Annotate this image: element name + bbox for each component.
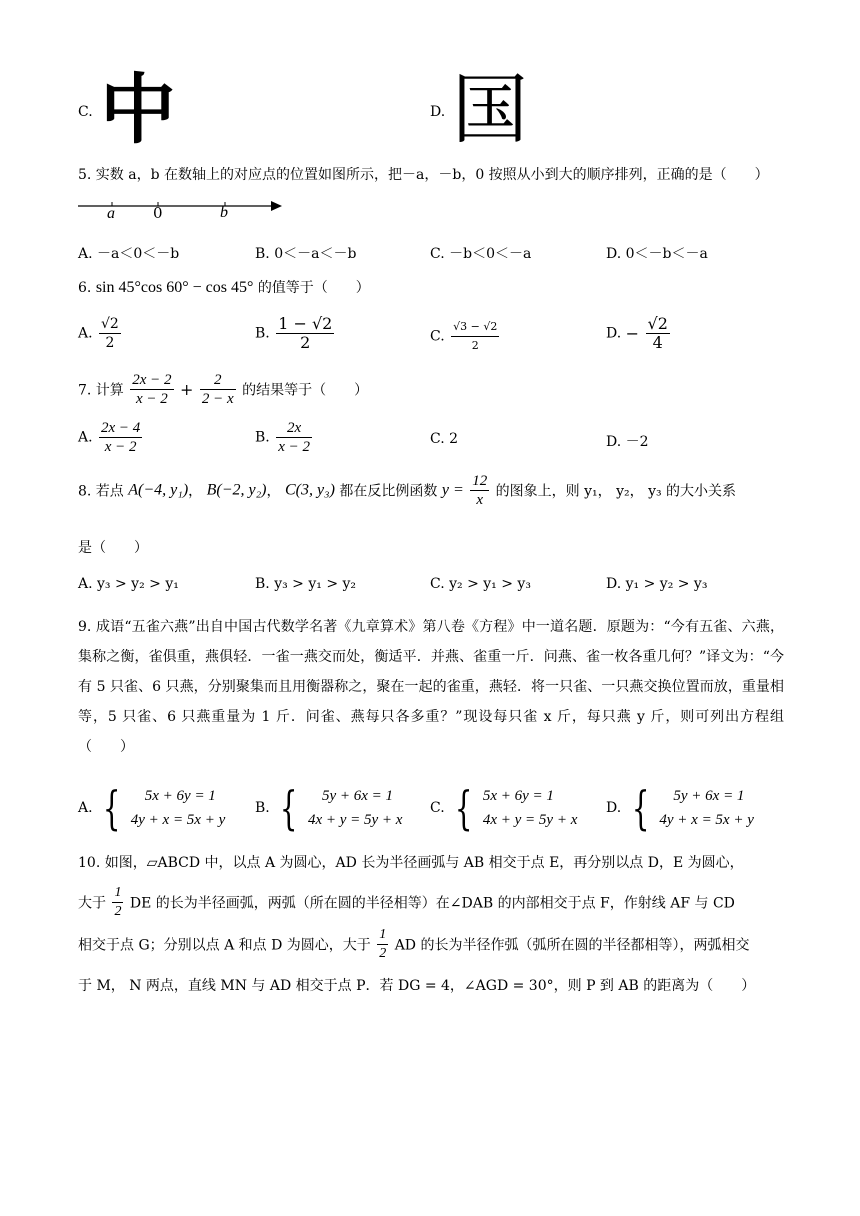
q4-option-c-character: 中	[100, 65, 176, 154]
q9-a-label: A.	[78, 800, 93, 816]
q10-half2-numerator: 1	[377, 926, 388, 945]
q9-option-d	[606, 781, 754, 835]
q7-tail: 的结果等于（ ）	[242, 382, 369, 399]
q7-a-numerator: 2x − 4	[101, 420, 141, 436]
q9-c-eq1: 5x + 6y = 1	[482, 788, 554, 804]
q6-a-denominator: 2	[105, 335, 115, 351]
q10-line1: 10. 如图，▱ABCD 中，以点 A 为圆心，AD 长为半径画弧与 AB 相交于点 E，再分别以点 D，E 为圆心，	[78, 855, 744, 871]
q5-option-c: C. －b＜0＜－a	[430, 246, 532, 262]
q9-option-c	[430, 781, 578, 835]
q8-point-b: B(−2, y₂)	[206, 481, 267, 499]
q7-option-d: D. －2	[606, 434, 649, 450]
q9-a-eq2: 4y + x = 5x + y	[130, 812, 226, 828]
q7-number: 7. 计算	[78, 382, 124, 399]
q6-c-denominator: 2	[471, 339, 479, 352]
q9-d-eq2: 4y + x = 5x + y	[659, 812, 754, 828]
q5-stem: 5. 实数 a，b 在数轴上的对应点的位置如图所示，把－a，－b，0 按照从小到大的顺序排列，正确的是（ ）	[78, 167, 769, 183]
q7-f2-denominator: 2 − x	[201, 391, 234, 407]
q9-option-b	[255, 781, 403, 835]
q7-plus: +	[180, 380, 194, 399]
q6-option-d	[606, 315, 672, 352]
q10-line2	[78, 884, 735, 921]
q5-option-d: D. 0＜－b＜－a	[606, 246, 708, 262]
q6-expression: sin 45°cos 60° − cos 45°	[95, 279, 254, 296]
q10-half-numerator: 1	[112, 884, 123, 903]
q6-number: 6.	[78, 280, 92, 296]
q8-function-lhs: y =	[441, 481, 464, 499]
q10-line4: 于 M， N 两点，直线 MN 与 AD 相交于点 P．若 DG = 4，∠AGD = 30°，则 P 到 AB 的距离为（ ）	[78, 978, 756, 994]
q6-d-numerator: √2	[647, 314, 668, 333]
q5-option-a: A. －a＜0＜－b	[78, 246, 180, 262]
q6-option-b	[255, 315, 336, 352]
q6-stem	[78, 277, 370, 297]
number-line-label-a: a	[107, 205, 115, 222]
q6-tail: 的值等于（ ）	[257, 280, 370, 296]
q6-a-label: A.	[78, 325, 93, 342]
q8-point-a: A(−4, y₁)	[128, 481, 189, 499]
q8-function-denominator: x	[476, 492, 484, 508]
q9-a-eq1: 5x + 6y = 1	[144, 788, 216, 804]
q6-c-numerator: √3 − √2	[451, 318, 499, 337]
q6-b-numerator: 1 − √2	[278, 314, 333, 333]
q7-option-b	[255, 419, 314, 456]
q9-b-eq1: 5y + 6x = 1	[321, 788, 393, 804]
q9-b-eq2: 4x + y = 5y + x	[307, 812, 403, 828]
q8-point-c: C(3, y₃)	[284, 481, 335, 499]
q10-line2-start: 大于	[78, 895, 106, 912]
q8-option-c: C. y₂ > y₁ > y₃	[430, 576, 531, 592]
q5-option-b: B. 0＜－a＜－b	[255, 246, 357, 262]
q7-b-numerator: 2x	[276, 419, 312, 438]
q6-option-c	[430, 318, 501, 355]
q6-option-a	[78, 315, 123, 352]
q7-f2-numerator: 2	[200, 371, 236, 390]
q9-d-eq1: 5y + 6x = 1	[673, 788, 745, 804]
q6-d-sign: −	[625, 324, 640, 343]
q7-a-label: A.	[78, 429, 93, 446]
q6-a-numerator: √2	[101, 316, 119, 332]
q6-b-denominator: 2	[300, 333, 311, 352]
q6-d-denominator: 4	[652, 333, 663, 352]
q8-option-d: D. y₁ > y₂ > y₃	[606, 576, 708, 592]
q9-b-label: B.	[255, 800, 270, 816]
q8-tail: 的图象上，则 y₁， y₂， y₃ 的大小关系	[495, 483, 737, 500]
q10-line3-start: 相交于点 G；分别以点 A 和点 D 为圆心，大于	[78, 937, 371, 954]
q7-f1-denominator: x − 2	[136, 391, 168, 407]
number-line-label-0: 0	[153, 204, 163, 222]
q6-c-label: C.	[430, 328, 445, 345]
q8-stem-line1: 8. 若点 A(−4, y₁)， B(−2, y₂)， C(3, y₃) 都在反比例函数 y = $\frac{12}{x}$ 的图象上，则 y₁， y₂， y₃ 的大小关系	[78, 473, 737, 508]
q7-option-a	[78, 419, 144, 456]
q10-line3-end: AD 的长为半径作弧（弧所在圆的半径都相等），两弧相交	[394, 937, 750, 954]
brace-icon: {	[454, 781, 473, 835]
q8-option-b: B. y₃ > y₁ > y₂	[255, 576, 357, 592]
q9-option-a	[78, 781, 226, 835]
q7-stem	[78, 371, 368, 408]
q4-option-c-label: C.	[78, 104, 93, 120]
q7-b-label: B.	[255, 429, 270, 446]
q10-line3	[78, 926, 749, 963]
q6-d-label: D.	[606, 325, 622, 342]
q4-option-d-character: 国	[452, 65, 528, 154]
brace-icon: {	[631, 781, 650, 835]
q8-option-a: A. y₃ > y₂ > y₁	[78, 576, 179, 592]
q7-b-denominator: x − 2	[278, 439, 310, 455]
q6-b-label: B.	[255, 325, 270, 342]
brace-icon: {	[280, 781, 298, 835]
q8-intro: 8. 若点	[78, 483, 124, 500]
q9-d-label: D.	[606, 800, 622, 816]
q10-half-denominator: 2	[114, 904, 122, 919]
number-line-arrowhead	[271, 201, 282, 211]
number-line-label-b: b	[220, 204, 228, 221]
q10-half2-denominator: 2	[379, 946, 387, 961]
q7-option-c: C. 2	[430, 431, 459, 447]
q10-line2-end: DE 的长为半径画弧，两弧（所在圆的半径相等）在∠DAB 的内部相交于点 F，作射线 AF 与 CD	[129, 895, 735, 912]
q9-c-eq2: 4x + y = 5y + x	[482, 812, 578, 828]
q8-stem-line2: 是（ ）	[78, 540, 148, 556]
brace-icon: {	[102, 781, 121, 835]
q8-mid: 都在反比例函数	[339, 483, 438, 500]
q4-option-d-label: D.	[430, 104, 446, 120]
q8-function-numerator: 12	[472, 473, 488, 489]
q7-a-denominator: x − 2	[104, 439, 137, 455]
q7-f1-numerator: 2x − 2	[132, 372, 172, 388]
q9-stem: 9. 成语“五雀六燕”出自中国古代数学名著《九章算术》第八卷《方程》中一道名题．原题为：“今有五雀、六燕，集称之衡，雀俱重，燕俱轻．一雀一燕交而处，衡适平．并燕、雀重一斤．问燕、雀一枚各重几何？”译文为：“今有 5 只雀、6 只燕，分别聚集而且用衡器称之，聚在一起的雀重，燕轻．将一只雀、一只燕交换位置而放，重量相等，5 只雀、6 只燕重量为 1 斤．问雀、燕每只各多重？”现设每只雀 x 斤，每只燕 y 斤，则可列出方程组（ ）	[78, 619, 784, 755]
q9-c-label: C.	[430, 800, 445, 816]
